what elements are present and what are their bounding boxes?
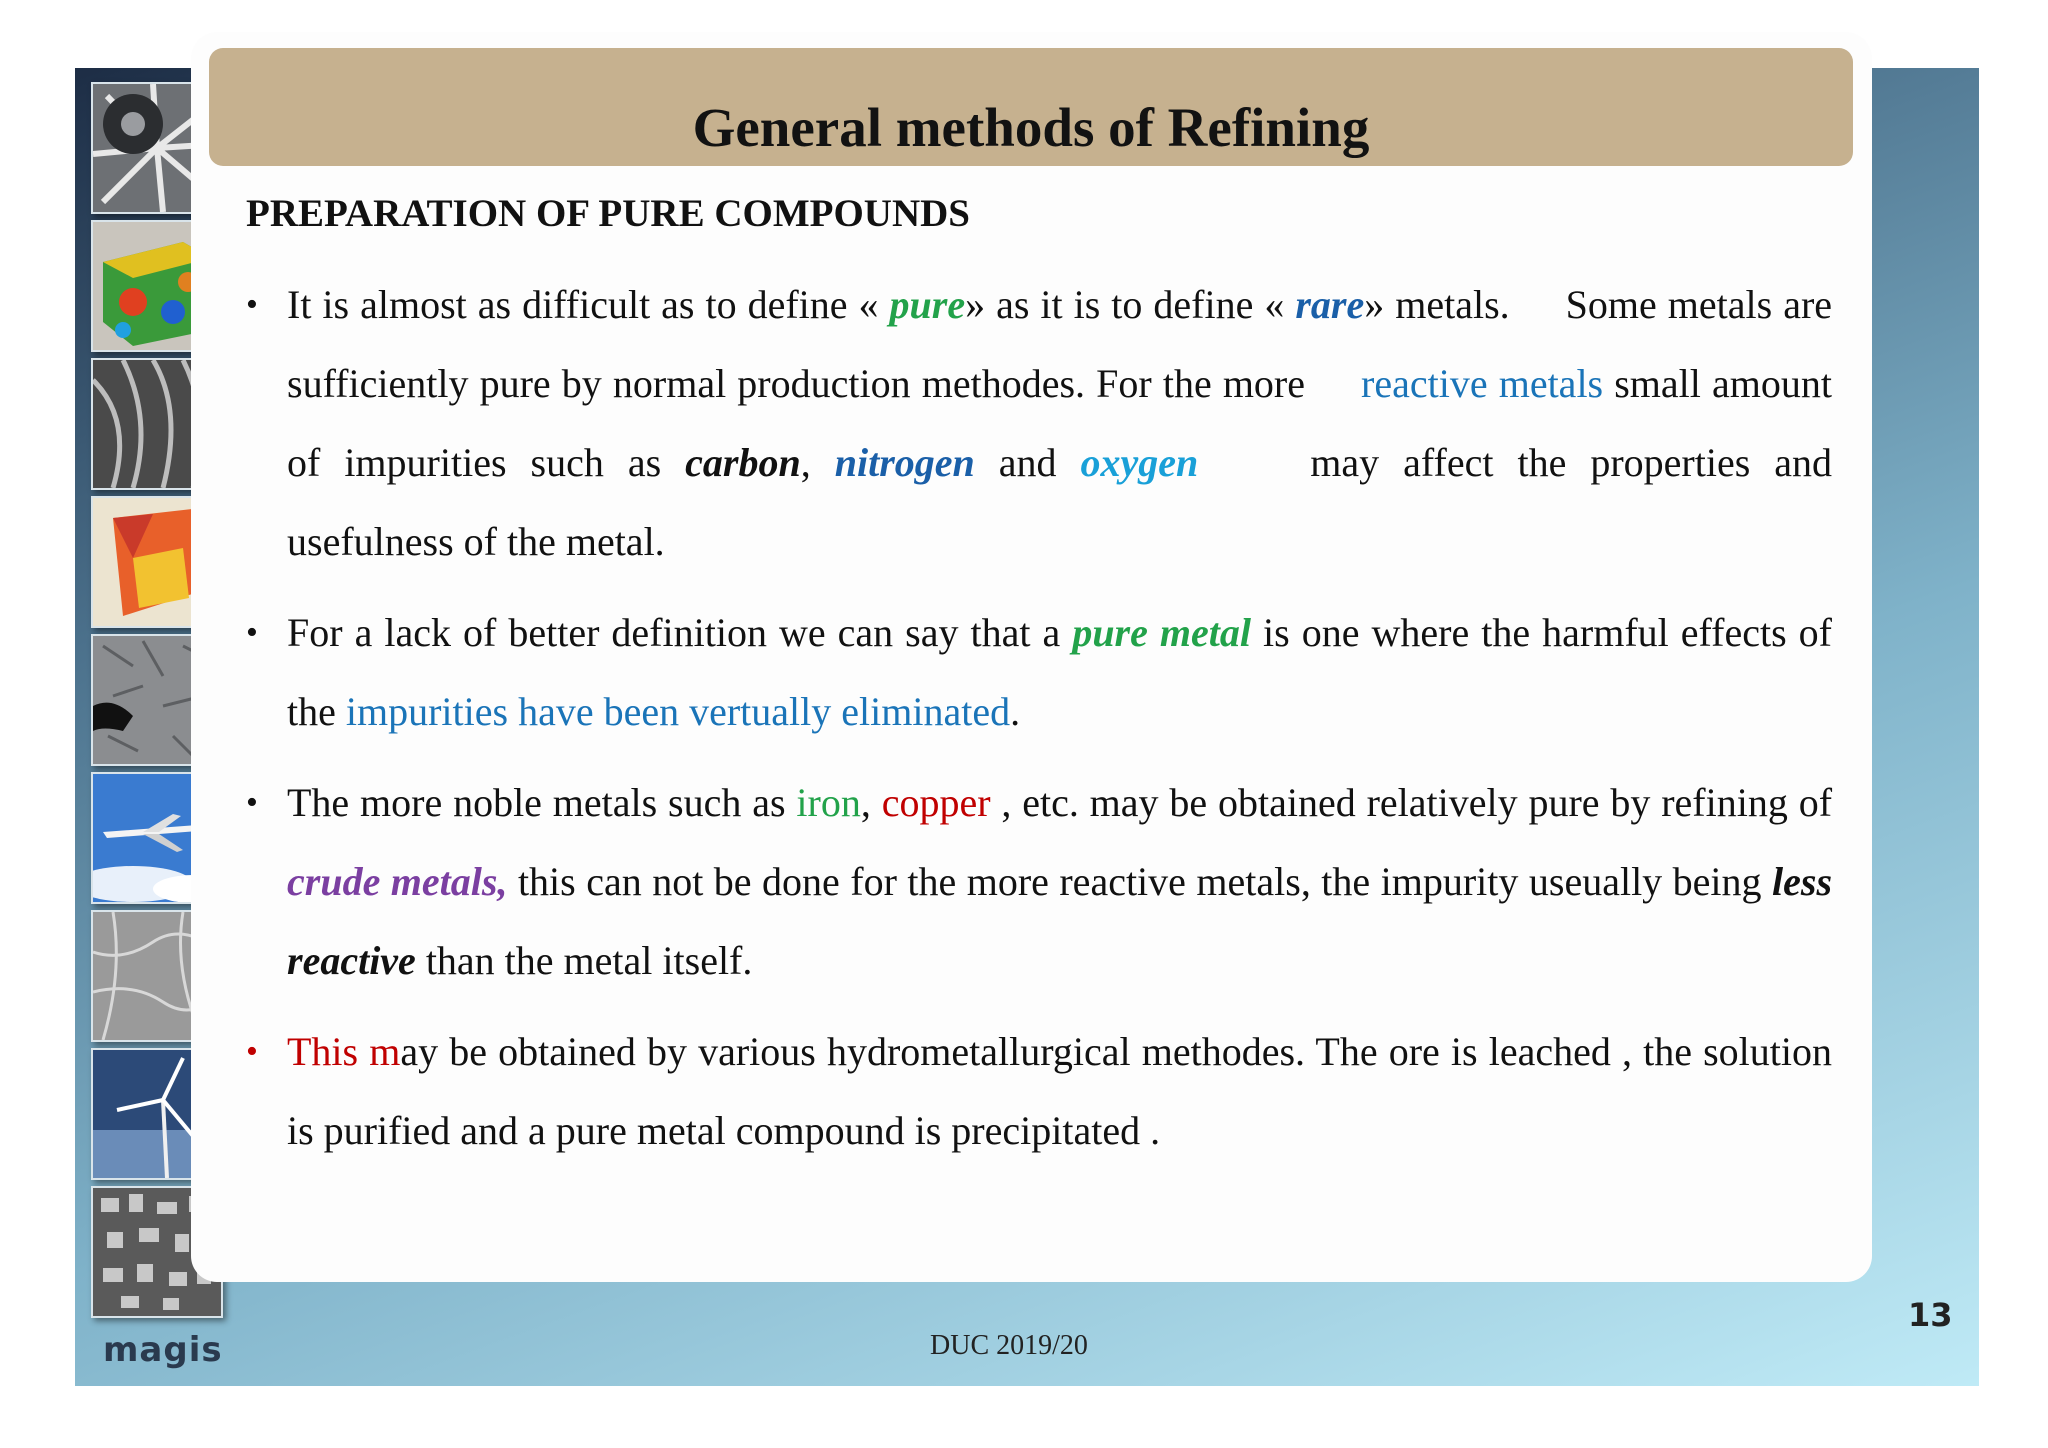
bullet-dot: • bbox=[246, 1033, 258, 1070]
page-number: 13 bbox=[1908, 1296, 1953, 1334]
bullet-list bbox=[246, 265, 1832, 1182]
rare-emphasis: rare bbox=[1295, 282, 1365, 327]
section-heading: PREPARATION OF PURE COMPOUNDS bbox=[246, 192, 970, 235]
pure-metal-emphasis: pure metal bbox=[1072, 610, 1251, 655]
bullet-item-1: • It is almost as difficult as to define « pure» as it is to define « rare» metals. Some metals are sufficiently pure by normal production methodes. For the more reactive metals small amount of impurities such as carbon, nitrogen and oxygen may affect the properties and usefulness of the metal. bbox=[246, 265, 1832, 581]
footer-text: DUC 2019/20 bbox=[930, 1330, 1088, 1361]
pure-emphasis: pure bbox=[889, 282, 966, 327]
bullet-item-4: • This may be obtained by various hydrometallurgical methodes. The ore is leached , the solution is purified and a pure metal compound is precipitated . bbox=[246, 1012, 1832, 1170]
brand-logo: magis bbox=[103, 1330, 223, 1370]
bullet-dot: • bbox=[246, 784, 258, 821]
bullet-dot: • bbox=[246, 614, 258, 651]
bullet-dot: • bbox=[246, 286, 258, 323]
bullet-item-3: • The more noble metals such as iron, copper , etc. may be obtained relatively pure by refining of crude metals, this can not be done for the more reactive metals, the impurity useually being less reactive than the metal itself. bbox=[246, 763, 1832, 1000]
slide-title: General methods of Refining bbox=[692, 96, 1370, 158]
oxygen-emphasis: oxygen bbox=[1080, 440, 1199, 485]
carbon-emphasis: carbon bbox=[685, 440, 801, 485]
nitrogen-emphasis: nitrogen bbox=[834, 440, 975, 485]
crude-metals-emphasis: crude metals, bbox=[287, 859, 508, 904]
title-bar bbox=[209, 48, 1853, 166]
bullet-item-2: • For a lack of better definition we can say that a pure metal is one where the harmful effects of the impurities have been vertually eliminated. bbox=[246, 593, 1832, 751]
less-reactive-emphasis: less reactive bbox=[287, 859, 1833, 983]
